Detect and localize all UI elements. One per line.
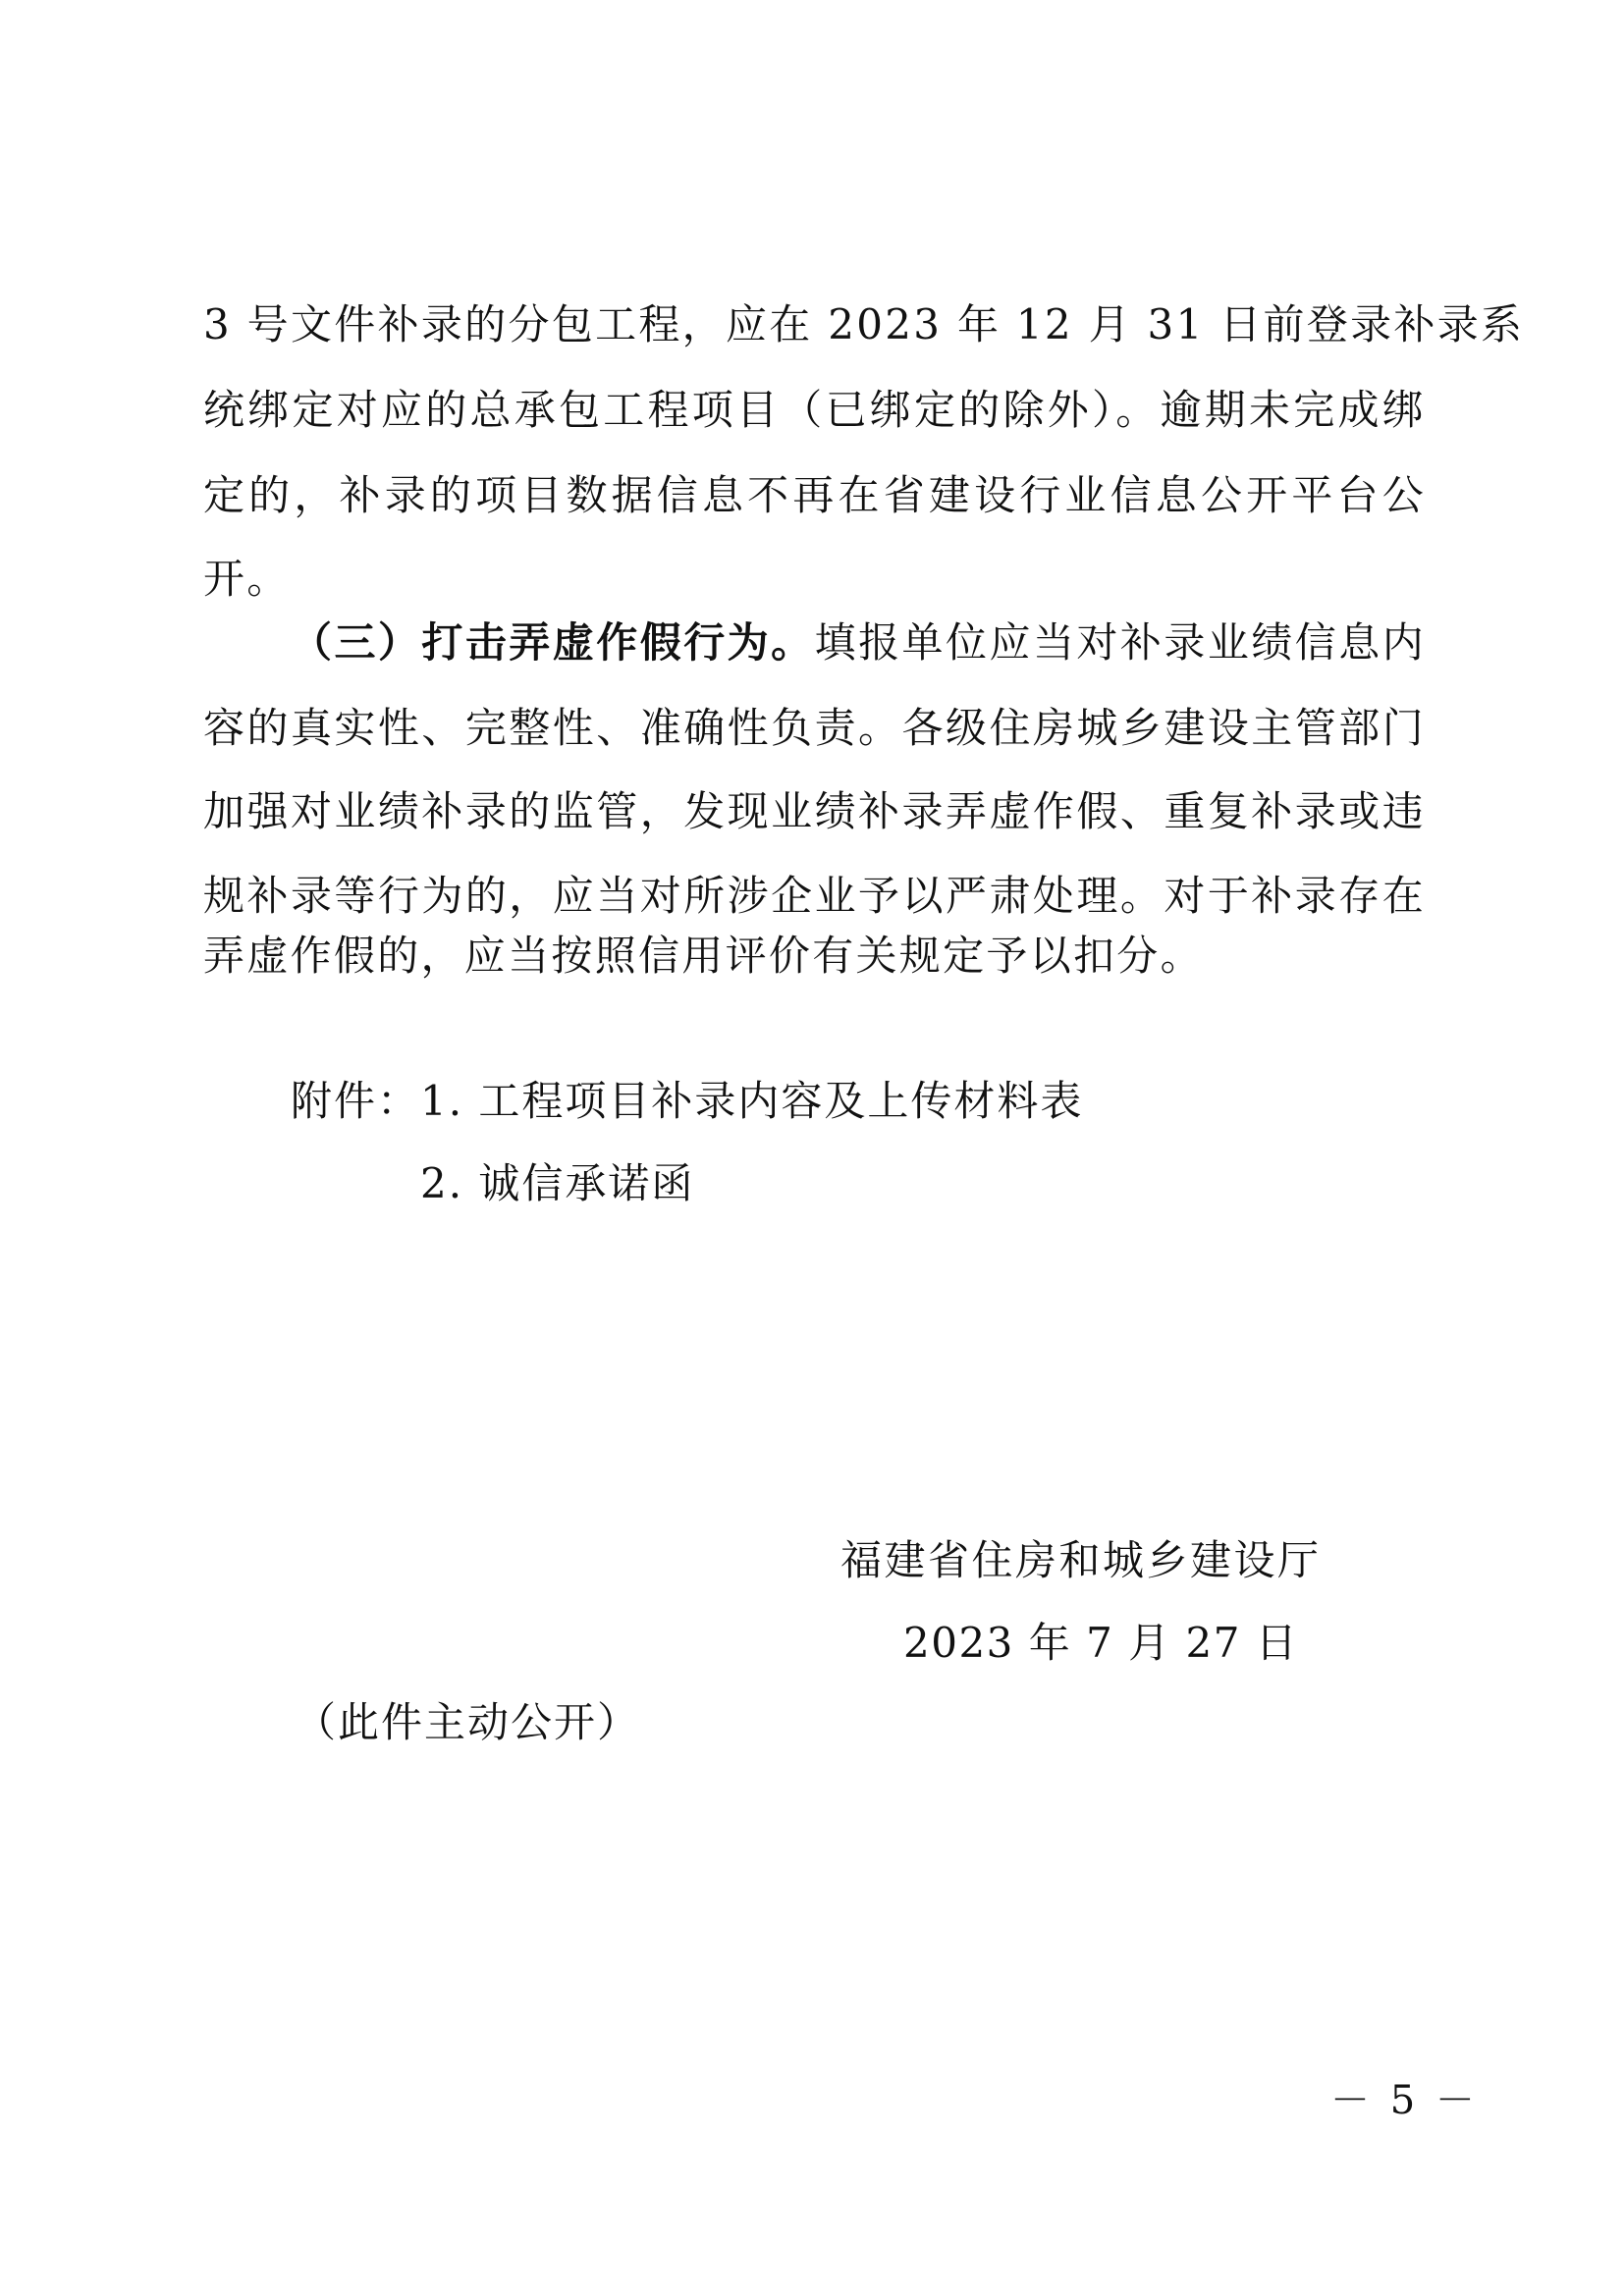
paragraph-2-line-1-text: 填报单位应当对补录业绩信息内 [814,618,1427,667]
paragraph-2-line-3: 加强对业绩补录的监管，发现业绩补录弄虚作假、重复补录或违 [203,787,1426,835]
section-heading: （三）打击弄虚作假行为。 [291,618,815,667]
page-number: － 5 － [1330,2078,1479,2123]
attachments-label: 附件： [291,1077,421,1125]
public-disclosure-note: （此件主动公开） [295,1698,641,1746]
issuing-authority: 福建省住房和城乡建设厅 [840,1536,1322,1584]
attachment-item-2: 2. 诚信承诺函 [420,1159,695,1207]
attachment-item-1: 1. 工程项目补录内容及上传材料表 [420,1077,1084,1125]
paragraph-1-line-3: 定的，补录的项目数据信息不再在省建设行业信息公开平台公 [203,471,1426,519]
paragraph-2-line-2: 容的真实性、完整性、准确性负责。各级住房城乡建设主管部门 [203,704,1426,752]
paragraph-1-line-1: 3 号文件补录的分包工程，应在 2023 年 12 月 31 日前登录补录系 [203,300,1525,348]
paragraph-1-line-4: 开。 [203,555,291,603]
issue-date: 2023 年 7 月 27 日 [903,1619,1299,1667]
paragraph-2-line-1 [291,617,1426,668]
paragraph-2-line-4: 规补录等行为的，应当对所涉企业予以严肃处理。对于补录存在 [203,872,1426,920]
paragraph-2-line-5: 弄虚作假的，应当按照信用评价有关规定予以扣分。 [203,932,1204,980]
paragraph-1-line-2: 统绑定对应的总承包工程项目（已绑定的除外）。逾期未完成绑 [203,386,1426,434]
